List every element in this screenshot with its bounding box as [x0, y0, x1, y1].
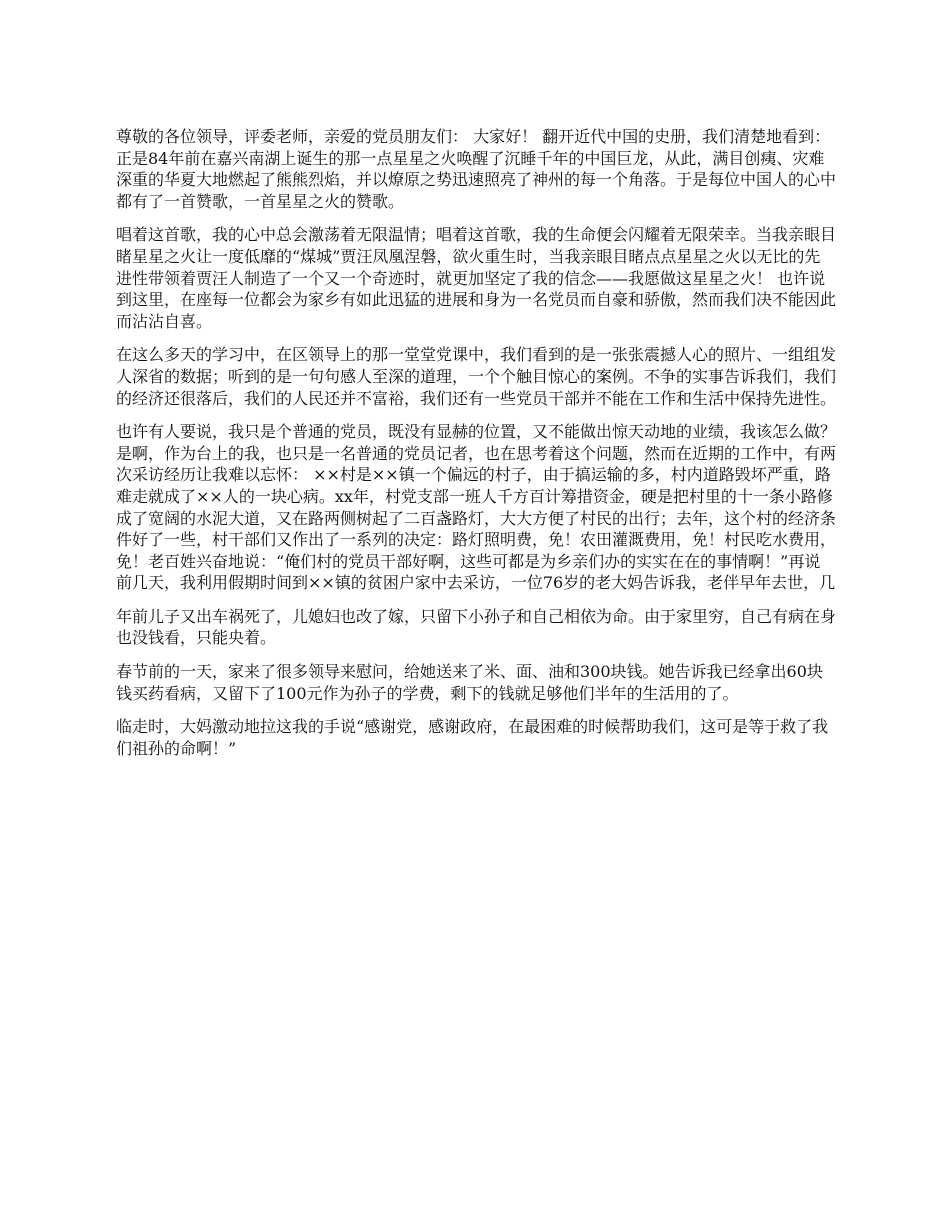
paragraph-5: 年前儿子又出车祸死了，儿媳妇也改了嫁，只留下小孙子和自己相依为命。由于家里穷，自己有病在身也没钱看，只能央着。: [116, 606, 837, 648]
paragraph-2: 唱着这首歌，我的心中总会激荡着无限温情；唱着这首歌，我的生命便会闪耀着无限荣幸。当我亲眼目睹星星之火让一度低靡的“煤城”贾汪凤凰涅磐，欲火重生时，当我亲眼目睹点点星星之火以无比的先进性带领着贾汪人制造了一个又一个奇迹时，就更加坚定了我的信念——我愿做这星星之火！ 也许说到这里，在座每一位都会为家乡有如此迅猛的进展和身为一名党员而自豪和骄傲，然而我们决不能因此而沾沾自喜。: [116, 225, 837, 331]
paragraph-4: 也许有人要说，我只是个普通的党员，既没有显赫的位置，又不能做出惊天动地的业绩，我该怎么做？是啊，作为台上的我，也只是一名普通的党员记者，也在思考着这个问题，然而在近期的工作中，有两次采访经历让我难以忘怀： ××村是××镇一个偏远的村子，由于搞运输的多，村内道路毁坏严重，路难走就成了××人的一块心病。xx年，村党支部一班人千方百计筹措资金，硬是把村里的十一条小路修成了宽阔的水泥大道，又在路两侧树起了二百盏路灯，大大方便了村民的出行；去年，这个村的经济条件好了一些，村干部们又作出了一系列的决定：路灯照明费，免！农田灌溉费用，免！村民吃水费用，免！老百姓兴奋地说：“俺们村的党员干部好啊，这些可都是为乡亲们办的实实在在的事情啊！”再说前几天，我利用假期时间到××镇的贫困户家中去采访，一位76岁的老大妈告诉我，老伴早年去世，几: [116, 422, 837, 593]
paragraph-1: 尊敬的各位领导，评委老师，亲爱的党员朋友们： 大家好！ 翻开近代中国的史册，我们清楚地看到：正是84年前在嘉兴南湖上诞生的那一点星星之火唤醒了沉睡千年的中国巨龙，从此，满目创痍、灾难深重的华夏大地燃起了熊熊烈焰，并以燎原之势迅速照亮了神州的每一个角落。于是每位中国人的心中都有了一首赞歌，一首星星之火的赞歌。: [116, 127, 837, 211]
paragraph-7: 临走时，大妈激动地拉这我的手说“感谢党，感谢政府，在最困难的时候帮助我们，这可是等于救了我们祖孙的命啊！”: [116, 717, 829, 758]
document-body: [116, 126, 836, 771]
paragraph-3: 在这么多天的学习中，在区领导上的那一堂堂党课中，我们看到的是一张张震撼人心的照片、一组组发人深省的数据；听到的是一句句感人至深的道理，一个个触目惊心的案例。不争的实事告诉我们，我们的经济还很落后，我们的人民还并不富裕，我们还有一些党员干部并不能在工作和生活中保持先进性。: [116, 345, 837, 408]
paragraph-6: 春节前的一天，家来了很多领导来慰问，给她送来了米、面、油和300块钱。她告诉我已经拿出60块钱买药看病，又留下了100元作为孙子的学费，剩下的钱就足够他们半年的生活用的了。: [116, 662, 823, 703]
